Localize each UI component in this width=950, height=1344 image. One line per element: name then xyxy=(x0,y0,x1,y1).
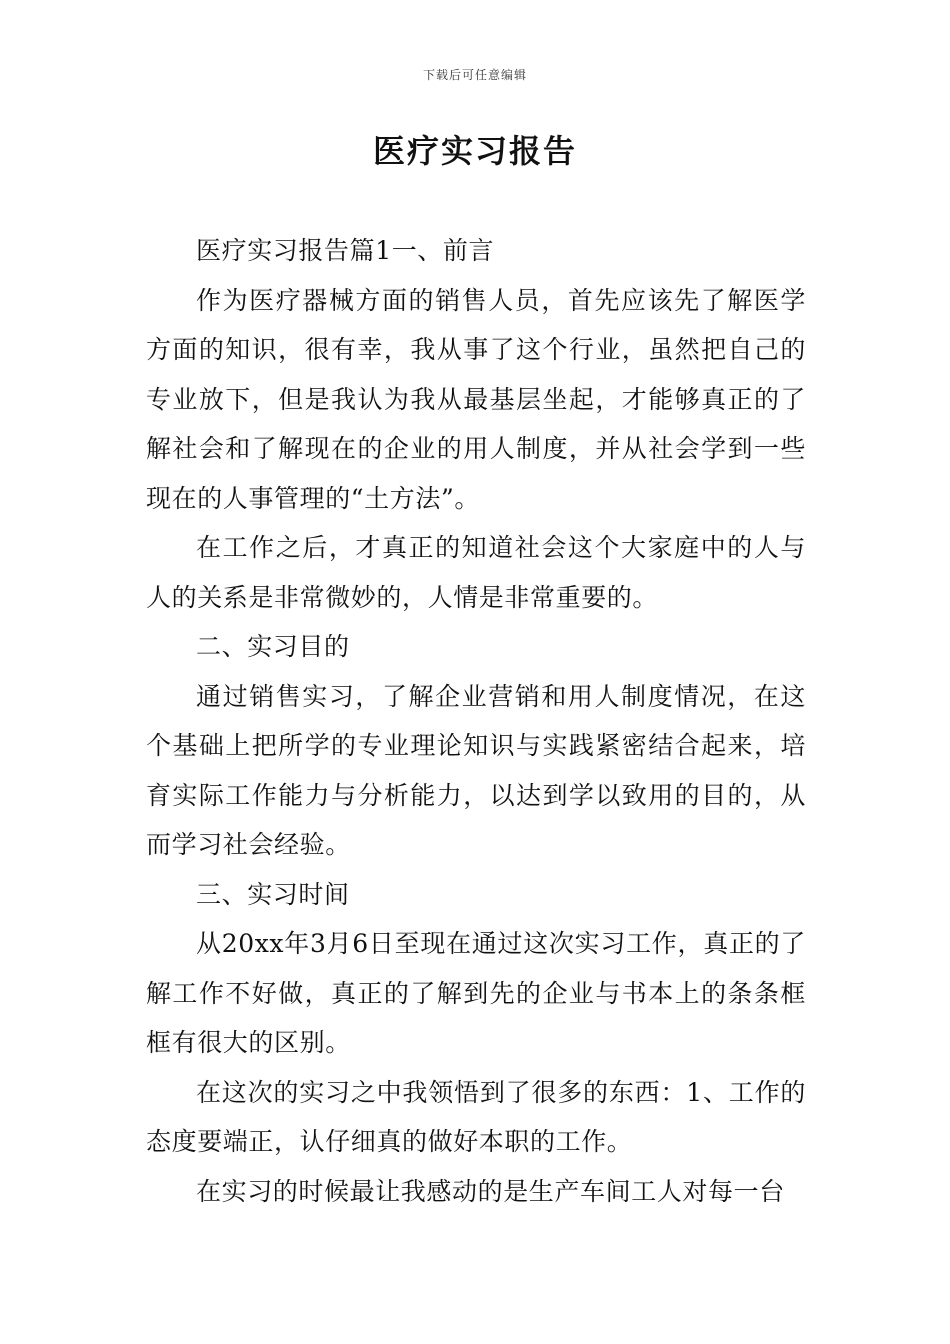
paragraph: 医疗实习报告篇1一、前言 xyxy=(196,236,495,265)
paragraph: 通过销售实习，了解企业营销和用人制度情况，在这个基础上把所学的专业理论知识与实践紧密结合起来，培育实际工作能力与分析能力，以达到学以致用的目的，从而学习社会经验。 xyxy=(146,681,806,859)
paragraph: 在实习的时候最让我感动的是生产车间工人对每一台 xyxy=(196,1176,785,1206)
section-heading: 二、实习目的 xyxy=(196,632,350,661)
section-heading: 三、实习时间 xyxy=(196,879,350,909)
paragraph: 在工作之后，才真正的知道社会这个大家庭中的人与人的关系是非常微妙的，人情是非常重要的。 xyxy=(146,533,806,612)
paragraph: 从20xx年3月6日至现在通过这次实习工作，真正的了解工作不好做，真正的了解到先的企业与书本上的条条框框有很大的区别。 xyxy=(146,929,806,1057)
document-body xyxy=(146,226,806,1216)
page-title: 医疗实习报告 xyxy=(372,132,577,170)
paragraph: 在这次的实习之中我领悟到了很多的东西：1、工作的态度要端正，认仔细真的做好本职的工作。 xyxy=(146,1077,806,1156)
header-note: 下载后可任意编辑 xyxy=(422,68,527,82)
paragraph: 作为医疗器械方面的销售人员，首先应该先了解医学方面的知识，很有幸，我从事了这个行业，虽然把自己的专业放下，但是我认为我从最基层坐起，才能够真正的了解社会和了解现在的企业的用人制度，并从社会学到一些现在的人事管理的“土方法”。 xyxy=(146,285,806,513)
